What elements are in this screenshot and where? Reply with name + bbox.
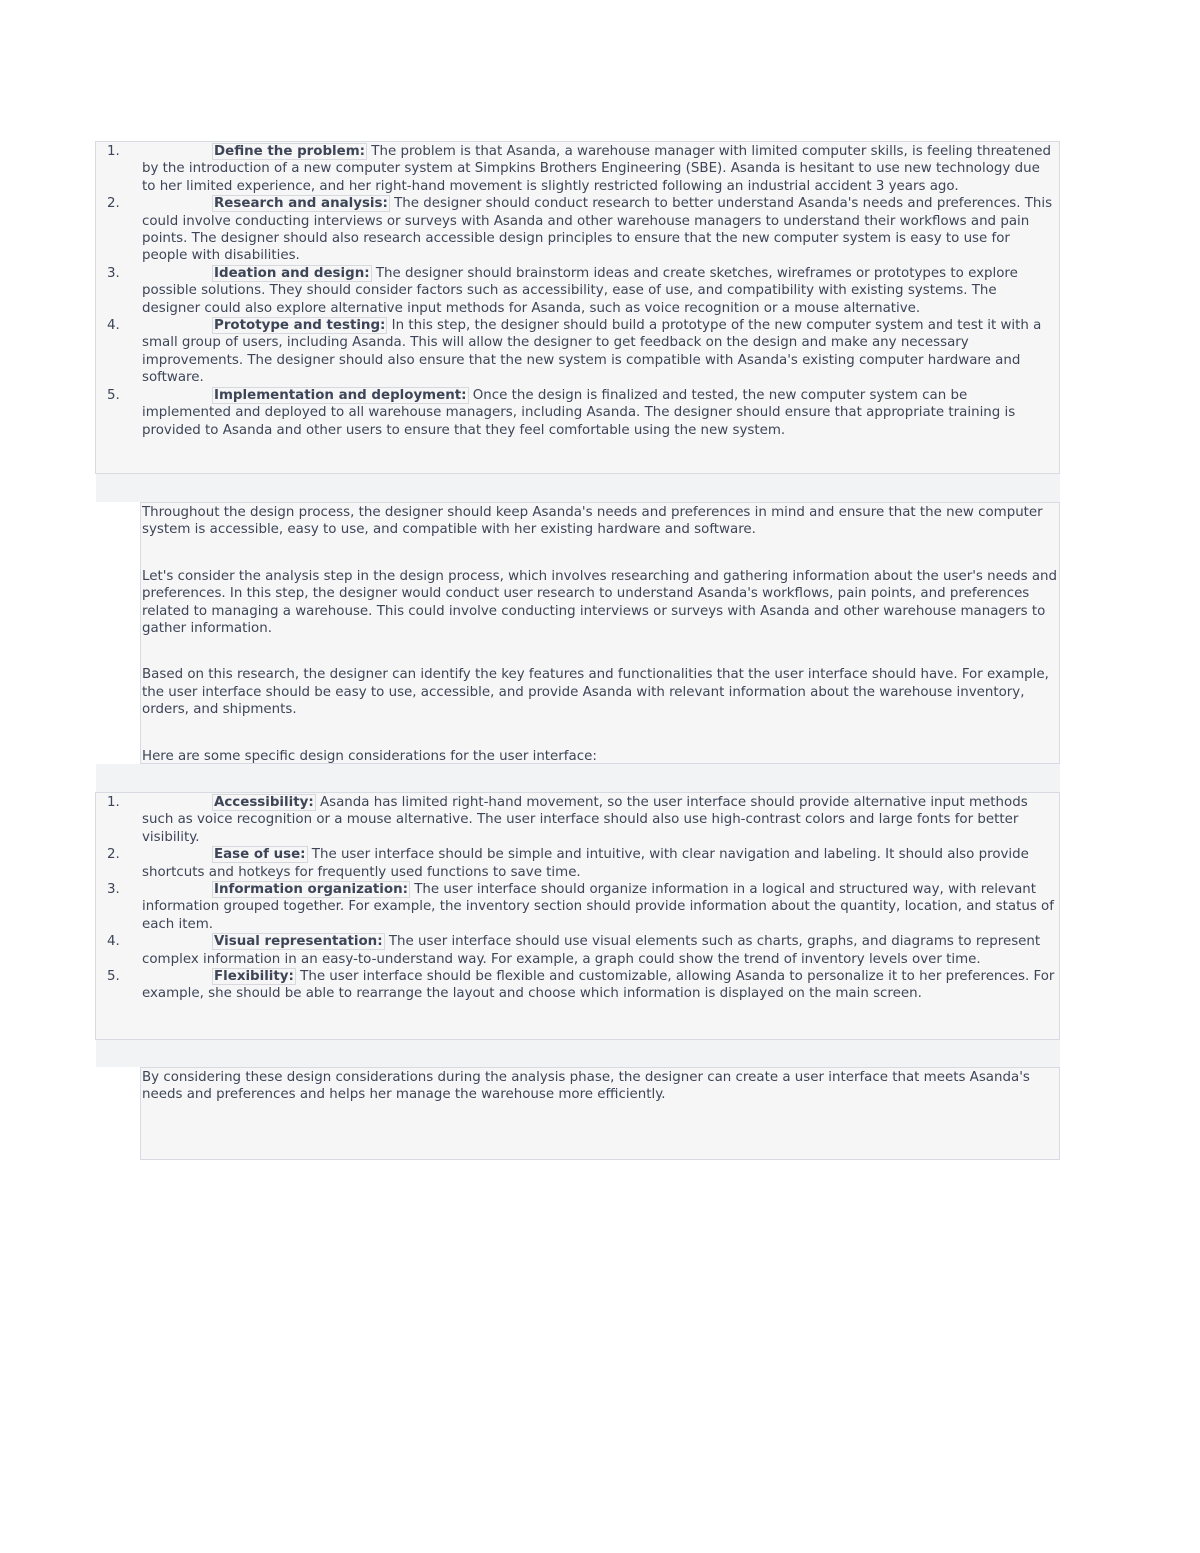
list-item [96,933,1059,968]
consideration-text: The user interface should organize information in a logical and structured way, with relevant information grouped together. For example, the inventory section should provide information about the quantity, location, and status of each item. [142,882,1054,932]
step-text: In this step, the designer should build a prototype of the new computer system and test it with a small group of users, including Asanda. This will allow the designer to get feedback on the design and make any necessary improvements. The designer should also ensure that the new system is compatible with Asanda's existing computer hardware and software. [142,318,1042,386]
list-item [96,195,1059,265]
list-item [96,317,1059,387]
list-number: 4. [107,318,120,334]
list-number: 3. [107,265,120,281]
consideration-text: The user interface should be simple and intuitive, with clear navigation and labeling. It should also provide shortcuts and hotkeys for frequently used functions to save time. [142,847,1029,880]
list-number: 4. [107,934,120,950]
conclusion-text-box [140,1067,1060,1160]
design-considerations-list [95,792,1060,1040]
consideration-term: Visual representation: [214,934,383,950]
analysis-text-box [140,502,1060,764]
step-term: Define the problem: [214,144,366,159]
paragraph: Let's consider the analysis step in the design process, which involves researching and gathering information about the user's needs and preferences. In this step, the designer would conduct user research to understand Asanda's workflows, pain points, and preferences related to managing a warehouse. This could involve conducting interviews or surveys with Asanda and other warehouse managers to gather information. [142,568,1058,637]
list-item [96,794,1059,846]
separator-band [96,1040,1060,1067]
paragraph: Here are some specific design considerations for the user interface: [142,748,597,764]
step-term: Prototype and testing: [214,318,386,334]
list-number: 2. [107,196,120,212]
consideration-term: Flexibility: [214,969,294,985]
list-item [96,846,1059,881]
conclusion-paragraph: By considering these design considerations during the analysis phase, the designer can create a user interface that meets Asanda's needs and preferences and helps her manage the warehouse more efficiently. [142,1070,1030,1103]
list-item [96,881,1059,933]
step-term: Research and analysis: [214,196,388,212]
step-text: The designer should brainstorm ideas and create sketches, wireframes or prototypes to explore possible solutions. They should consider factors such as accessibility, ease of use, and compatibility with existing systems. The designer could also explore alternative input methods for Asanda, such as voice recognition or a mouse alternative. [142,265,1018,316]
design-steps-list [95,141,1060,474]
consideration-term: Accessibility: [214,795,314,810]
list-number: 5. [107,387,120,403]
step-term: Implementation and deployment: [214,387,467,403]
list-number: 1. [107,795,120,810]
list-number: 5. [107,969,120,985]
paragraph: Throughout the design process, the designer should keep Asanda's needs and preferences in mind and ensure that the new computer system is accessible, easy to use, and compatible with her existing hardware and software. [142,505,1043,538]
step-term: Ideation and design: [214,265,370,281]
separator-band [96,764,1060,792]
list-item [96,968,1059,1003]
list-item [96,387,1059,439]
list-number: 2. [107,847,120,863]
list-item [96,265,1059,317]
list-number: 3. [107,882,120,898]
list-item [96,143,1059,195]
list-number: 1. [107,144,120,159]
consideration-term: Ease of use: [214,847,306,863]
paragraph: Based on this research, the designer can identify the key features and functionalities that the user interface should have. For example, the user interface should be easy to use, accessible, and provide Asanda with relevant information about the warehouse inventory, orders, and shipments. [142,667,1049,718]
consideration-term: Information organization: [214,882,408,898]
consideration-text: The user interface should use visual elements such as charts, graphs, and diagrams to represent complex information in an easy-to-understand way. For example, a graph could show the trend of inventory levels over time. [142,934,1041,967]
separator-band [96,474,1060,502]
step-text: The designer should conduct research to better understand Asanda's needs and preferences. This could involve conducting interviews or surveys with Asanda and other warehouse managers to understand their workflows and pain points. The designer should also research accessible design principles to ensure that the new computer system is easy to use for people with disabilities. [142,196,1053,264]
consideration-text: The user interface should be flexible and customizable, allowing Asanda to personalize it to her preferences. For example, she should be able to rearrange the layout and choose which information is displayed on the main screen. [142,969,1055,1002]
step-text: The problem is that Asanda, a warehouse manager with limited computer skills, is feeling threatened by the introduction of a new computer system at Simpkins Brothers Engineering (SBE). Asanda is hesitant to use new technology due to her limited experience, and her right-hand movement is slightly restricted following an industrial accident 3 years ago. [142,144,1051,194]
step-text: Once the design is finalized and tested, the new computer system can be implemented and deployed to all warehouse managers, including Asanda. The designer should ensure that appropriate training is provided to Asanda and other users to ensure that they feel comfortable using the new system. [142,387,1016,438]
consideration-text: Asanda has limited right-hand movement, so the user interface should provide alternative input methods such as voice recognition or a mouse alternative. The user interface should also use high-contrast colors and large fonts for better visibility. [142,795,1028,845]
